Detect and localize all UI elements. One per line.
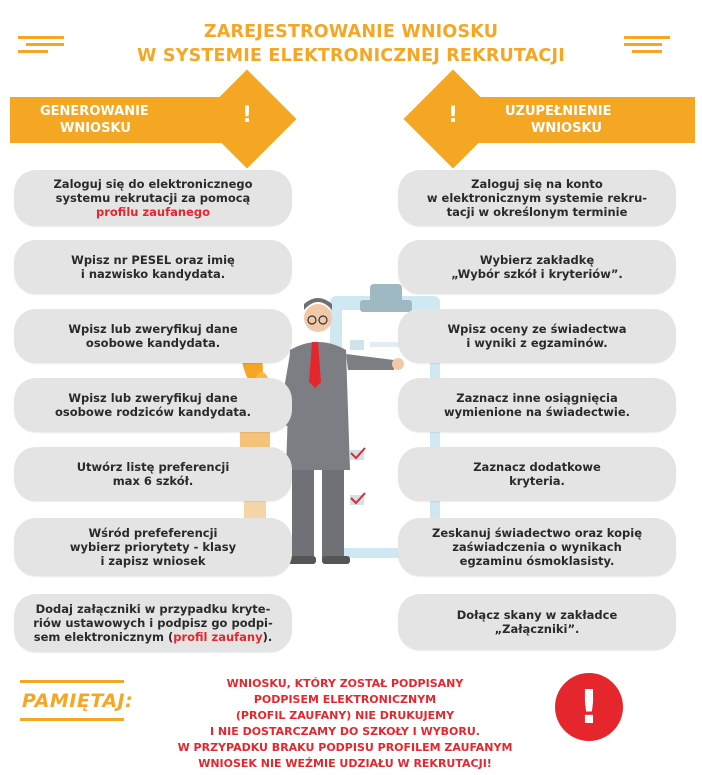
right-step-3: Wpisz oceny ze świadectwa i wyniki z egzaminów. [398,309,676,363]
decorative-lines-left [18,36,64,57]
warning-text: WNIOSKU, KTÓRY ZOSTAŁ PODPISANY PODPISEM ELEKTRONICZNYM (PROFIL ZAUFANY) NIE DRUKUJEMY I NIE DOSTARCZAMY DO SZKOŁY I WYBORU. W PRZYPADKU BRAKU PODPISU PROFILEM ZAUFANYM WNIOSEK NIE WEŹMIE UDZIAŁU W REKRUTACJI! [177,677,513,770]
right-step-1: Zaloguj się na konto w elektronicznym systemie rekru- tacji w określonym terminie [398,170,676,226]
remember-lines-bottom [20,718,124,725]
warning-icon [553,671,625,743]
right-header-banner: UZUPEŁNIENIE WNIOSKU [465,97,695,143]
right-exclamation-icon: ! [447,103,459,128]
trusted-profile-link-2[interactable]: profil zaufany [173,630,263,644]
right-step-4: Zaznacz inne osiągnięcia wymienione na świadectwie. [398,378,676,432]
right-step-6: Zeskanuj świadectwo oraz kopię zaświadczenia o wynikach egzaminu ósmoklasisty. [398,518,676,576]
left-step-5: Utwórz listę preferencji max 6 szkół. [14,447,292,501]
right-step-2: Wybierz zakładkę „Wybór szkół i kryteriów”. [398,240,676,294]
trusted-profile-link[interactable]: profilu zaufanego [96,205,210,219]
left-step-3: Wpisz lub zweryfikuj dane osobowe kandydata. [14,309,292,363]
left-header-banner: GENEROWANIE WNIOSKU [10,97,240,143]
decorative-lines-right [624,36,670,57]
left-step-2: Wpisz nr PESEL oraz imię i nazwisko kandydata. [14,240,292,294]
page-title: ZAREJESTROWANIE WNIOSKU W SYSTEMIE ELEKTRONICZNEJ REKRUTACJI [137,22,565,66]
right-step-5: Zaznacz dodatkowe kryteria. [398,447,676,501]
left-step-1: Zaloguj się do elektronicznego systemu rekrutacji za pomocą profilu zaufanego [14,170,292,226]
remember-lines [20,680,124,687]
remember-label: PAMIĘTAJ: [22,690,134,712]
left-step-7: Dodaj załączniki w przypadku kryte- riów ustawowych i podpisz go podpi- sem elektronicznym (profil zaufany). [14,594,292,652]
left-step-4: Wpisz lub zweryfikuj dane osobowe rodziców kandydata. [14,378,292,432]
left-step-6: Wśród prefeferencji wybierz priorytety - klasy i zapisz wniosek [14,518,292,576]
left-exclamation-icon: ! [241,103,253,128]
warning-mark: ! [578,680,600,734]
right-step-7: Dołącz skany w zakładce „Załączniki”. [398,594,676,650]
